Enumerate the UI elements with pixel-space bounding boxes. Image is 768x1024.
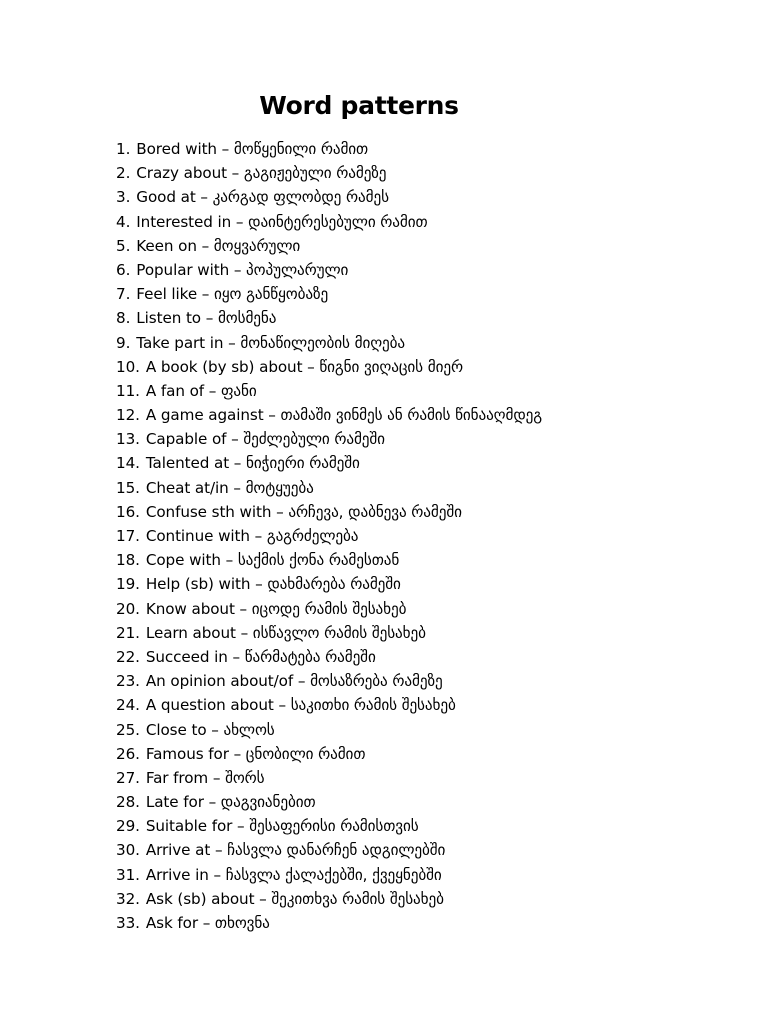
item-text: Arrive in – ჩასვლა ქალაქებში, ქვეყნებში [145, 865, 442, 884]
item-text: Listen to – მოსმენა [136, 309, 277, 328]
item-number: 18. [116, 551, 140, 570]
item-text: Interested in – დაინტერესებული რამით [136, 212, 428, 231]
item-number: 20. [116, 599, 140, 618]
list-item [116, 137, 542, 161]
list-item [116, 548, 542, 572]
item-text: Bored with – მოწყენილი რამით [136, 140, 369, 158]
list-item [116, 863, 542, 887]
item-number: 17. [116, 527, 140, 545]
list-item [116, 403, 542, 427]
item-text: Talented at – ნიჭიერი რამეში [145, 454, 360, 473]
item-number: 27. [116, 768, 140, 787]
item-number: 22. [116, 647, 140, 666]
item-text: Late for – დაგვიანებით [145, 793, 316, 812]
item-number: 21. [116, 623, 140, 642]
item-text: Know about – იცოდე რამის შესახებ [145, 599, 407, 618]
list-item [116, 210, 542, 234]
item-number: 26. [116, 744, 140, 763]
item-number: 28. [116, 793, 140, 812]
item-text: Far from – შორს [145, 768, 265, 787]
item-text: Succeed in – წარმატება რამეში [145, 647, 376, 666]
list-item [116, 742, 542, 766]
list-item [116, 838, 542, 862]
item-text: Good at – კარგად ფლობდე რამეს [136, 188, 389, 207]
list-item [116, 693, 542, 717]
list-item [116, 766, 542, 790]
list-item [116, 282, 542, 306]
page-title: Word patterns [259, 91, 459, 120]
item-number: 9. [116, 333, 131, 352]
item-number: 24. [116, 696, 140, 715]
list-item [116, 645, 542, 669]
item-number: 30. [116, 841, 140, 860]
item-number: 8. [116, 309, 131, 328]
item-text: Feel like – იყო განწყობაზე [136, 285, 329, 304]
item-number: 2. [116, 164, 131, 183]
item-text: Cope with – საქმის ქონა რამესთან [145, 551, 400, 570]
item-text: Crazy about – გაგიჟებული რამეზე [136, 164, 387, 183]
item-number: 12. [116, 406, 140, 425]
list-item [116, 911, 542, 935]
list-item [116, 597, 542, 621]
list-item [116, 306, 542, 330]
item-text: A book (by sb) about – წიგნი ვიღაცის მიერ [145, 357, 463, 376]
list-item [116, 621, 542, 645]
list-item [116, 669, 542, 693]
list-item [116, 790, 542, 814]
item-text: A question about – საკითხი რამის შესახებ [145, 696, 456, 715]
list-item [116, 234, 542, 258]
item-number: 4. [116, 212, 131, 231]
item-number: 7. [116, 285, 131, 304]
item-text: An opinion about/of – მოსაზრება რამეზე [145, 672, 443, 691]
item-number: 13. [116, 430, 140, 449]
list-item [116, 355, 542, 379]
list-item [116, 718, 542, 742]
item-number: 14. [116, 454, 140, 473]
item-text: Famous for – ცნობილი რამით [145, 744, 366, 763]
item-text: Ask for – თხოვნა [145, 914, 270, 932]
item-number: 33. [116, 914, 140, 932]
item-text: Keen on – მოყვარული [136, 236, 301, 255]
list-item [116, 185, 542, 209]
item-number: 25. [116, 720, 140, 739]
item-number: 1. [116, 140, 131, 158]
item-number: 29. [116, 817, 140, 836]
list-item [116, 258, 542, 282]
item-number: 5. [116, 236, 131, 255]
list-item [116, 476, 542, 500]
item-text: Capable of – შეძლებული რამეში [145, 430, 385, 449]
item-text: Learn about – ისწავლო რამის შესახებ [145, 623, 426, 642]
item-number: 10. [116, 357, 140, 376]
item-text: Confuse sth with – არჩევა, დაბნევა რამეში [145, 502, 462, 521]
item-number: 19. [116, 575, 140, 594]
item-text: Continue with – გაგრძელება [145, 527, 359, 545]
item-number: 15. [116, 478, 140, 497]
item-text: A game against – თამაში ვინმეს ან რამის წინააღმდეგ [145, 406, 543, 425]
list-item [116, 500, 542, 524]
item-number: 6. [116, 260, 131, 279]
list-item [116, 161, 542, 185]
item-number: 23. [116, 672, 140, 691]
list-item [116, 451, 542, 475]
list-item [116, 524, 542, 548]
list-item [116, 427, 542, 451]
item-number: 31. [116, 865, 140, 884]
list-item [116, 379, 542, 403]
list-item [116, 572, 542, 596]
item-text: Help (sb) with – დახმარება რამეში [145, 575, 401, 594]
item-text: Close to – ახლოს [145, 720, 275, 739]
item-text: Cheat at/in – მოტყუება [145, 478, 314, 497]
item-text: Popular with – პოპულარული [136, 260, 349, 279]
item-number: 32. [116, 889, 140, 908]
list-item [116, 814, 542, 838]
item-text: A fan of – ფანი [145, 381, 257, 400]
list-item [116, 331, 542, 355]
item-number: 3. [116, 188, 131, 207]
item-number: 11. [116, 381, 140, 400]
item-text: Arrive at – ჩასვლა დანარჩენ ადგილებში [145, 841, 446, 860]
list-item [116, 887, 542, 911]
item-text: Ask (sb) about – შეკითხვა რამის შესახებ [145, 889, 444, 908]
item-text: Suitable for – შესაფერისი რამისთვის [145, 817, 419, 836]
item-number: 16. [116, 502, 140, 521]
word-pattern-list [116, 137, 542, 935]
item-text: Take part in – მონაწილეობის მიღება [136, 333, 406, 352]
